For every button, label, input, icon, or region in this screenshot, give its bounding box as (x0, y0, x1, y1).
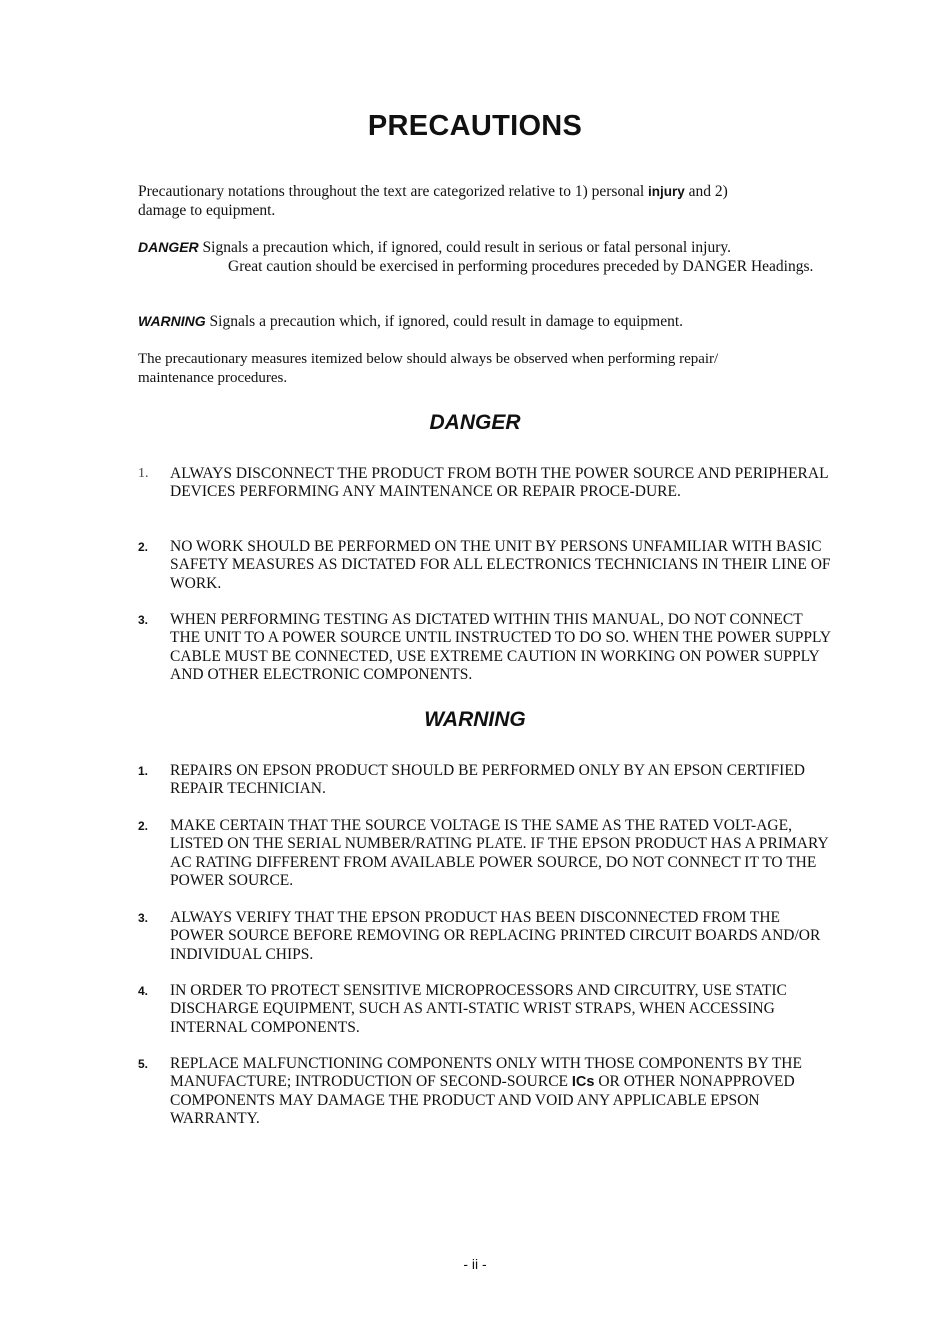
intro-paragraph (138, 182, 838, 220)
item-text: ALWAYS VERIFY THAT THE EPSON PRODUCT HAS BEEN DISCONNECTED FROM THE POWER SOURCE BEFORE REMOVING OR REPLACING PRINTED CIRCUIT BOARDS AND/OR INDIVIDUAL CHIPS. (170, 909, 821, 963)
warning-label: WARNING (138, 313, 206, 329)
warning-item-3 (138, 909, 848, 964)
danger-definition-first: Signals a precaution which, if ignored, could result in serious or fatal personal injury. (202, 239, 731, 256)
item-number: 3. (138, 613, 149, 627)
danger-label: DANGER (138, 239, 199, 255)
intro-line-1: Precautionary notations throughout the text are categorized relative to 1) personal injury and 2) (138, 183, 728, 200)
page-title: PRECAUTIONS (367, 110, 583, 142)
warning-item-1 (138, 762, 848, 799)
item-text: MAKE CERTAIN THAT THE SOURCE VOLTAGE IS THE SAME AS THE RATED VOLT-AGE, LISTED ON THE SERIAL NUMBER/RATING PLATE. IF THE EPSON PRODUCT HAS A PRIMARY AC RATING DIFFERENT FROM AVAILABLE POWER SOURCE, DO NOT CONNECT IT TO THE POWER SOURCE. (170, 817, 829, 889)
warning-heading: WARNING (424, 708, 526, 731)
danger-definition (138, 238, 838, 276)
item-number: 5. (138, 1057, 149, 1071)
item-number: 1. (138, 466, 149, 481)
item-number: 3. (138, 911, 149, 925)
item-text: NO WORK SHOULD BE PERFORMED ON THE UNIT BY PERSONS UNFAMILIAR WITH BASIC SAFETY MEASURES AS DICTATED FOR ALL ELECTRONICS TECHNICIANS IN THEIR LINE OF WORK. (170, 538, 831, 592)
item-text: WHEN PERFORMING TESTING AS DICTATED WITHIN THIS MANUAL, DO NOT CONNECT THE UNIT TO A POWER SOURCE UNTIL INSTRUCTED TO DO SO. WHEN THE POWER SUPPLY CABLE MUST BE CONNECTED, USE EXTREME CAUTION IN WORKING ON POWER SUPPLY AND OTHER ELECTRONIC COMPONENTS. (170, 611, 831, 683)
measures-line-1: The precautionary measures itemized below should always be observed when performing repair/ (138, 351, 719, 367)
ics-emphasis: ICs (571, 1074, 595, 1091)
warning-definition (138, 312, 838, 332)
item-number: 4. (138, 984, 149, 998)
item-text: REPLACE MALFUNCTIONING COMPONENTS ONLY WITH THOSE COMPONENTS BY THE MANUFACTURE; INTRODUCTION OF SECOND-SOURCE ICs OR OTHER NONAPPROVED COMPONENTS MAY DAMAGE THE PRODUCT AND VOID ANY APPLICABLE EPSON WARRANTY. (170, 1055, 802, 1127)
measures-paragraph (138, 350, 838, 388)
intro-line-2: damage to equipment. (138, 202, 276, 219)
measures-line-2: maintenance procedures. (138, 370, 288, 386)
page-number: - ii - (463, 1256, 487, 1272)
warning-item-5 (138, 1055, 848, 1128)
item-text: REPAIRS ON EPSON PRODUCT SHOULD BE PERFORMED ONLY BY AN EPSON CERTIFIED REPAIR TECHNICIAN. (170, 762, 805, 798)
injury-emphasis: injury (648, 184, 685, 199)
item-number: 1. (138, 764, 149, 778)
item-text: ALWAYS DISCONNECT THE PRODUCT FROM BOTH THE POWER SOURCE AND PERIPHERAL DEVICES PERFORMING ANY MAINTENANCE OR REPAIR PROCE-DURE. (170, 465, 828, 501)
danger-item-1 (138, 465, 848, 502)
item-number: 2. (138, 819, 149, 833)
item-number: 2. (138, 540, 149, 554)
warning-item-4 (138, 982, 848, 1037)
item-text: IN ORDER TO PROTECT SENSITIVE MICROPROCESSORS AND CIRCUITRY, USE STATIC DISCHARGE EQUIPMENT, SUCH AS ANTI-STATIC WRIST STRAPS, WHEN ACCESSING INTERNAL COMPONENTS. (170, 982, 787, 1036)
danger-item-2 (138, 538, 848, 593)
danger-heading: DANGER (429, 411, 521, 434)
warning-item-2 (138, 817, 848, 890)
danger-item-3 (138, 611, 848, 684)
warning-definition-text: Signals a precaution which, if ignored, could result in damage to equipment. (209, 313, 684, 330)
danger-definition-rest: Great caution should be exercised in performing procedures preceded by DANGER Headings. (228, 257, 814, 275)
